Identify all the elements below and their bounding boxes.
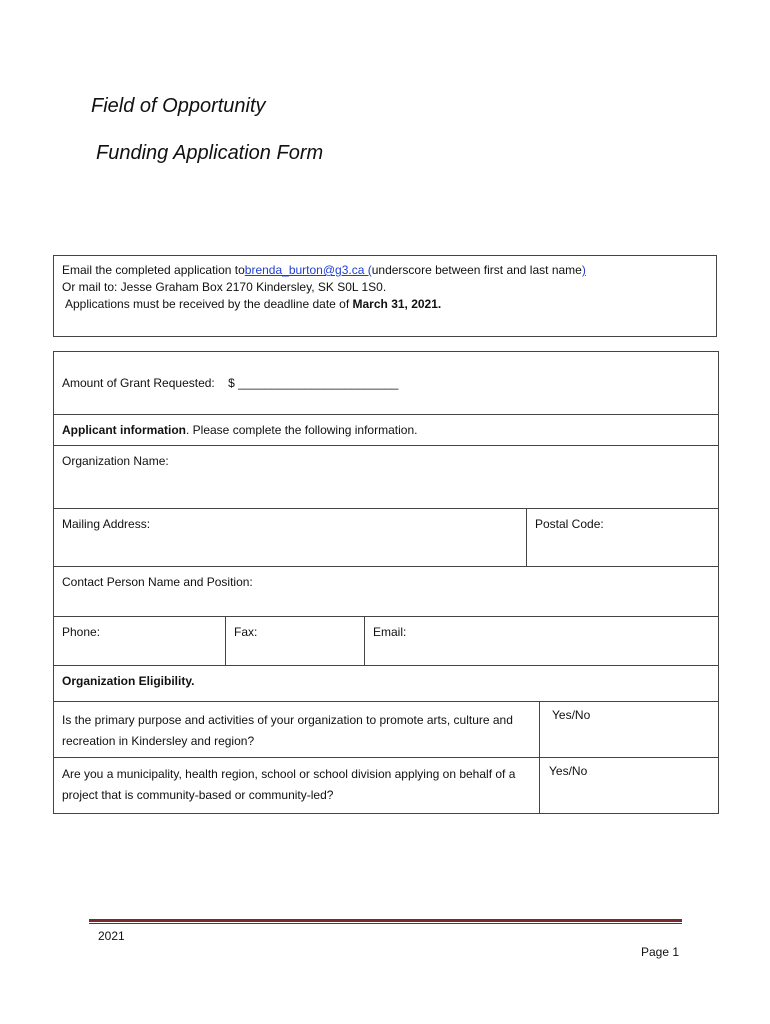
postal-code-label: Postal Code: [535, 517, 604, 531]
email-link[interactable]: brenda_burton@g3.ca ( [244, 263, 372, 277]
question-2-text: Are you a municipality, health region, school or school division applying on behalf of a project that is community-based or community-led? [62, 767, 516, 802]
applicant-note: . Please complete the following information. [186, 423, 418, 437]
phone-label: Phone: [62, 625, 101, 639]
mailing-address-field[interactable] [54, 509, 526, 566]
instructions-box [53, 255, 717, 337]
form-title: Field of Opportunity [91, 95, 266, 117]
phone-fax-email-row [53, 616, 719, 666]
email-link-close[interactable]: ) [581, 263, 586, 277]
form-subtitle: Funding Application Form [96, 142, 324, 164]
email-instruction [62, 262, 708, 279]
grant-amount-field[interactable]: $ ________________________ [228, 376, 399, 390]
fax-field[interactable] [225, 617, 364, 665]
contact-label: Contact Person Name and Position: [62, 575, 253, 589]
email-suffix: underscore between first and last name [371, 263, 582, 277]
question-1-text: Is the primary purpose and activities of your organization to promote arts, culture and recreation in Kindersley and region? [62, 713, 513, 748]
page-number: Page 1 [641, 945, 680, 959]
eligibility-question-2-row [53, 757, 719, 814]
address-row [53, 508, 719, 567]
eligibility-question-1-row [53, 701, 719, 758]
mailing-address-label: Mailing Address: [62, 517, 151, 531]
phone-field[interactable] [54, 617, 225, 665]
question-1-answer[interactable]: Yes/No [539, 702, 718, 757]
footer-year: 2021 [98, 929, 125, 943]
email-field[interactable] [364, 617, 718, 665]
applicant-heading-row [53, 414, 719, 446]
eligibility-heading: Organization Eligibility. [62, 674, 195, 688]
deadline-date: March 31, 2021. [352, 297, 442, 311]
email-label: Email: [373, 625, 407, 639]
email-prefix: Email the completed application to [62, 263, 245, 277]
contact-row[interactable] [53, 566, 719, 617]
deadline-prefix: Applications must be received by the deadline date of [65, 297, 353, 311]
question-2-answer[interactable]: Yes/No [539, 758, 718, 813]
deadline-instruction [62, 296, 708, 313]
footer-rule-thin [89, 923, 682, 924]
org-name-label: Organization Name: [62, 454, 169, 468]
grant-label: Amount of Grant Requested: [62, 376, 215, 390]
applicant-heading: Applicant information [62, 423, 186, 437]
eligibility-heading-row [53, 665, 719, 702]
fax-label: Fax: [234, 625, 258, 639]
org-name-row[interactable] [53, 445, 719, 509]
mail-instruction: Or mail to: Jesse Graham Box 2170 Kindersley, SK S0L 1S0. [62, 280, 387, 294]
postal-code-field[interactable] [526, 509, 718, 566]
grant-row [53, 351, 719, 415]
footer-rule [89, 919, 682, 922]
